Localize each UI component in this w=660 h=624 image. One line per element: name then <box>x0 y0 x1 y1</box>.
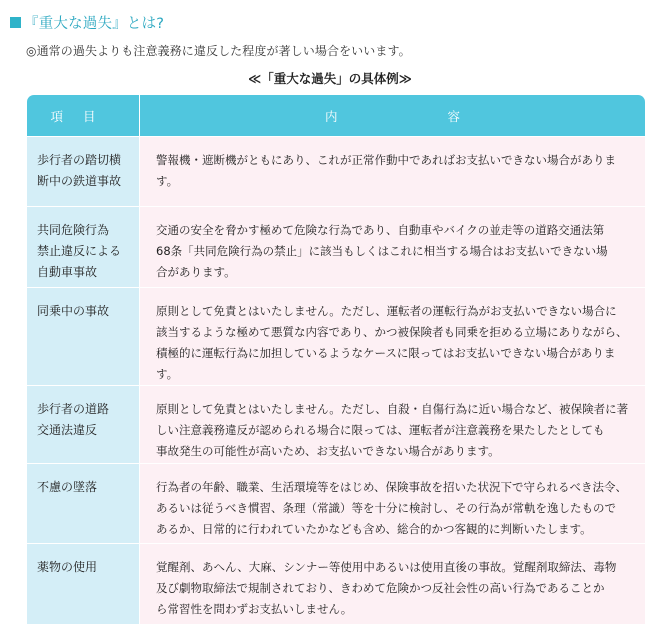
row-item-cell: 同乗中の事故 <box>27 288 140 385</box>
heading-square-icon <box>10 17 21 28</box>
row-item-cell: 薬物の使用 <box>27 544 140 624</box>
row-content-cell: 覚醒剤、あへん、大麻、シンナー等使用中あるいは使用直後の事故。覚醒剤取締法、毒物 及び劇物取締法で規制されており、きわめて危険かつ反社会性の高い行為であることか ら常習性を問わずお支払いしません。 <box>140 544 645 624</box>
header-item: 項目 <box>27 95 140 136</box>
row-item-cell: 歩行者の踏切横 断中の鉄道事故 <box>27 137 140 206</box>
row-item-cell: 不慮の墜落 <box>27 464 140 543</box>
table-row <box>27 287 645 385</box>
table-row <box>27 136 645 206</box>
header-content: 内容 <box>324 108 570 124</box>
row-item-cell: 共同危険行為 禁止違反による 自動車事故 <box>27 207 140 287</box>
row-content-cell: 原則として免責とはいたしません。ただし、運転者の運転行為がお支払いできない場合に 該当するような極めて悪質な内容であり、かつ被保険者も同乗を拒める立場にありながら、 積極的に運転行為に加担しているようなケースに限ってはお支払いできない場合がありま す。 <box>140 288 645 385</box>
table-row <box>27 385 645 463</box>
row-content-cell: 行為者の年齢、職業、生活環境等をはじめ、保険事故を招いた状況下で守られるべき法令、 あるいは従うべき慣習、条理（常識）等を十分に検討し、その行為が常軌を逸したもので あるか、日常的に行われていたかなども含め、総合的かつ客観的に判断いたします。 <box>140 464 645 543</box>
definition-note: ◎通常の過失よりも注意義務に違反した程度が著しい場合をいいます。 <box>26 44 411 58</box>
table-row <box>27 543 645 624</box>
table-row <box>27 206 645 287</box>
row-content-cell: 原則として免責とはいたしません。ただし、自殺・自傷行為に近い場合など、被保険者に著 しい注意義務違反が認められる場合に限っては、運転者が注意義務を果たしたとしても 事故発生の可能性が高いため、お支払いできない場合があります。 <box>140 386 645 463</box>
row-item-cell: 歩行者の道路 交通法違反 <box>27 386 140 463</box>
section-heading <box>10 12 164 32</box>
table-header <box>27 95 645 136</box>
heading-text: 『重大な過失』とは? <box>24 15 165 32</box>
table-row <box>27 463 645 543</box>
table-subtitle: ≪「重大な過失」の具体例≫ <box>248 71 412 86</box>
examples-table <box>27 95 645 624</box>
row-content-cell: 交通の安全を脅かす極めて危険な行為であり、自動車やバイクの並走等の道路交通法第 68条「共同危険行為の禁止」に該当もしくはこれに相当する場合はお支払いできない場 合があります。 <box>140 207 645 287</box>
row-content-cell: 警報機・遮断機がともにあり、これが正常作動中であればお支払いできない場合がありま す。 <box>140 137 645 206</box>
